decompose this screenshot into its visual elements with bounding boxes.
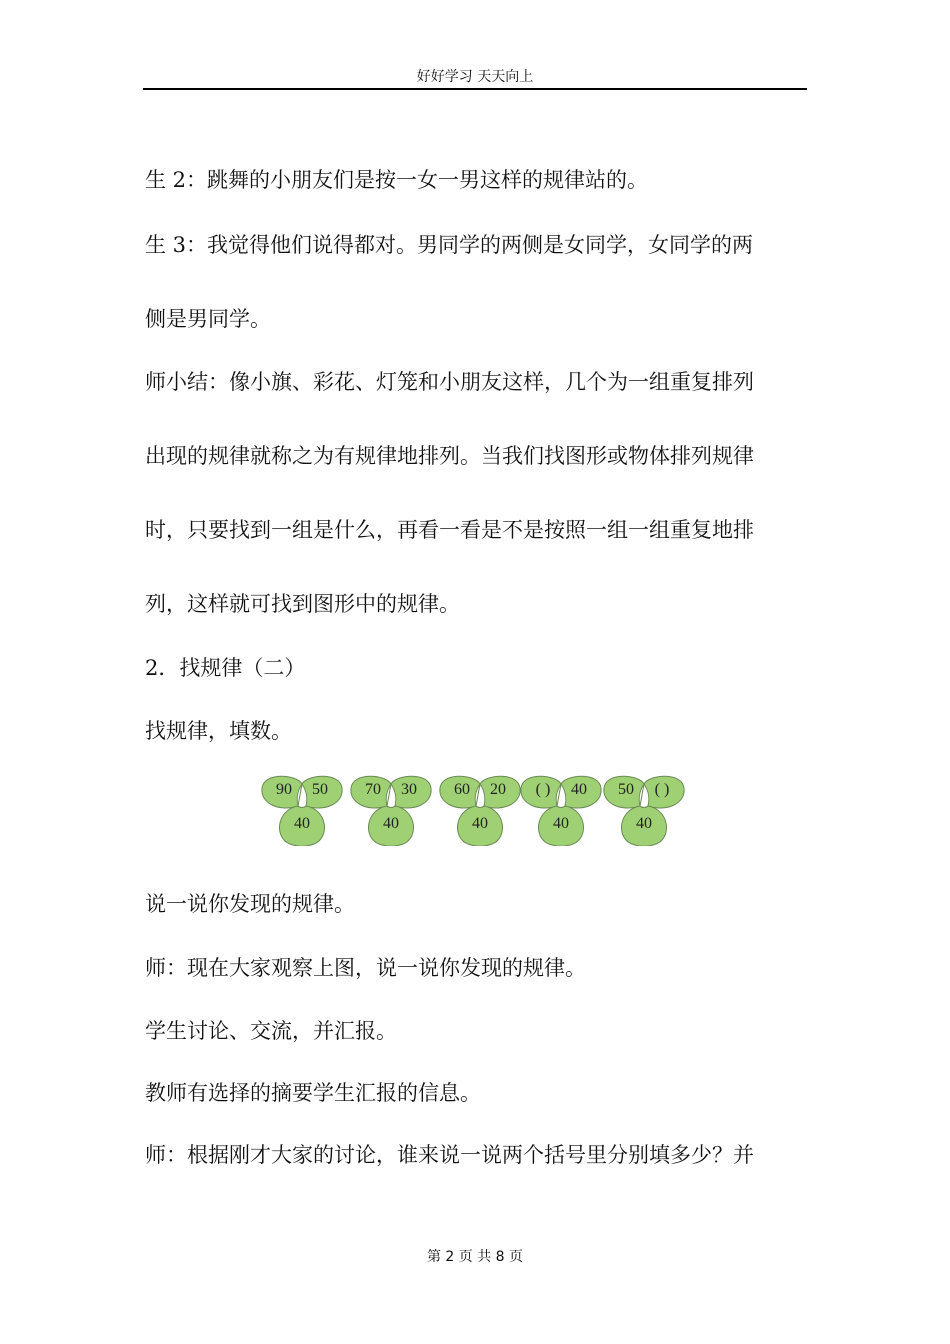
- clover-left-number: 70: [365, 781, 381, 798]
- paragraph: 列，这样就可找到图形中的规律。: [145, 592, 460, 616]
- clover-bottom-number: 40: [294, 815, 310, 832]
- section-heading: 2．找规律（二）: [145, 656, 306, 680]
- clover-5: [604, 776, 684, 846]
- clover-bottom-number: 40: [553, 815, 569, 832]
- paragraph: 说一说你发现的规律。: [145, 892, 355, 916]
- paragraph: 时，只要找到一组是什么，再看一看是不是按照一组一组重复地排: [145, 518, 754, 542]
- paragraph: 找规律，填数。: [145, 719, 292, 743]
- clover-bottom-number: 40: [472, 815, 488, 832]
- clover-1: [262, 776, 342, 846]
- clover-right-number: 30: [401, 781, 417, 798]
- page-header: 好好学习 天天向上: [416, 69, 534, 85]
- paragraph: 出现的规律就称之为有规律地排列。当我们找图形或物体排列规律: [145, 444, 754, 468]
- clover-bottom-number: 40: [383, 815, 399, 832]
- clover-left-number: 60: [454, 781, 470, 798]
- paragraph: 师：现在大家观察上图，说一说你发现的规律。: [145, 956, 586, 980]
- clover-right-number: 20: [490, 781, 506, 798]
- clover-right-blank: ( ): [654, 781, 670, 798]
- paragraph: 侧是男同学。: [145, 307, 271, 331]
- clover-left-blank: ( ): [535, 781, 551, 798]
- clover-2: [351, 776, 431, 846]
- clover-4: [521, 776, 601, 846]
- clover-3: [440, 776, 520, 846]
- clover-bottom-number: 40: [636, 815, 652, 832]
- clover-pattern-figure: [255, 762, 695, 846]
- clover-right-number: 50: [312, 781, 328, 798]
- clover-right-number: 40: [571, 781, 587, 798]
- paragraph: 生 2：跳舞的小朋友们是按一女一男这样的规律站的。: [145, 168, 649, 192]
- paragraph: 学生讨论、交流，并汇报。: [145, 1019, 397, 1043]
- paragraph: 生 3：我觉得他们说得都对。男同学的两侧是女同学，女同学的两: [145, 233, 754, 257]
- page-footer: 第 2 页 共 8 页: [426, 1249, 524, 1265]
- clover-left-number: 90: [276, 781, 292, 798]
- paragraph: 教师有选择的摘要学生汇报的信息。: [145, 1081, 481, 1105]
- clover-left-number: 50: [618, 781, 634, 798]
- paragraph: 师小结：像小旗、彩花、灯笼和小朋友这样，几个为一组重复排列: [145, 370, 754, 394]
- header-rule: [143, 88, 807, 90]
- paragraph: 师：根据刚才大家的讨论，谁来说一说两个括号里分别填多少？并: [145, 1143, 754, 1167]
